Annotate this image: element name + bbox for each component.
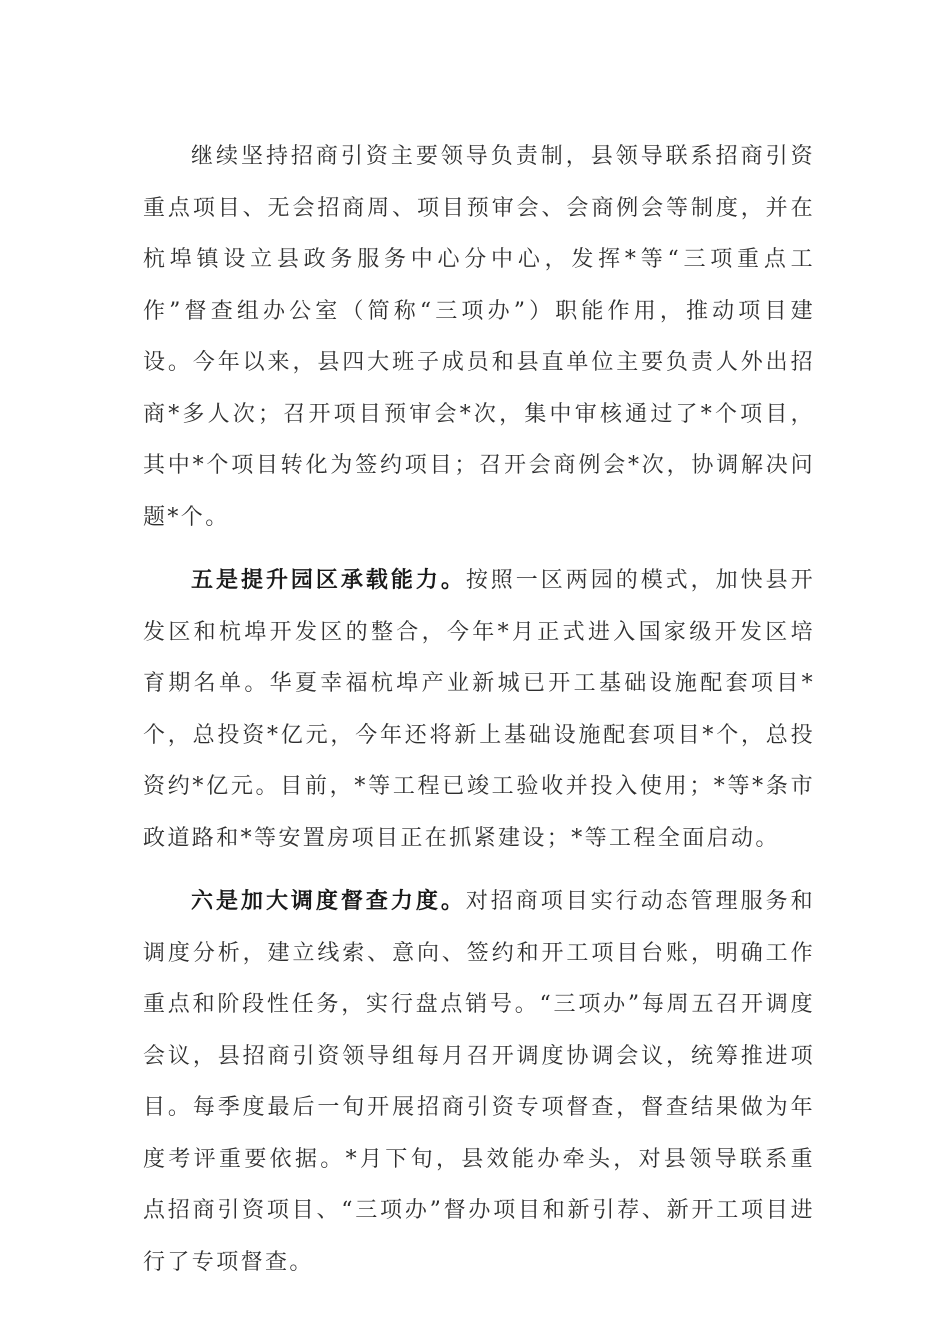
paragraph-1-text: 继续坚持招商引资主要领导负责制，县领导联系招商引资重点项目、无会招商周、项目预审会、会商例会等制度，并在杭埠镇设立县政务服务中心分中心，发挥*等“三项重点工作”督查组办公室（简称“三项办”）职能作用，推动项目建设。今年以来，县四大班子成员和县直单位主要负责人外出招商*多人次；召开项目预审会*次，集中审核通过了*个项目，其中*个项目转化为签约项目；召开会商例会*次，协调解决问题*个。	[143, 144, 815, 530]
paragraph-3-text: 对招商项目实行动态管理服务和调度分析，建立线索、意向、签约和开工项目台账，明确工作重点和阶段性任务，实行盘点销号。“三项办”每周五召开调度会议，县招商引资领导组每月召开调度协调会议，统筹推进项目。每季度最后一旬开展招商引资专项督查，督查结果做为年度考评重要依据。*月下旬，县效能办牵头，对县领导联系重点招商引资项目、“三项办”督办项目和新引荐、新开工项目进行了专项督查。	[143, 889, 815, 1275]
paragraph-2-text: 按照一区两园的模式，加快县开发区和杭埠开发区的整合，今年*月正式进入国家级开发区培育期名单。华夏幸福杭埠产业新城已开工基础设施配套项目*个，总投资*亿元，今年还将新上基础设施配套项目*个，总投资约*亿元。目前，*等工程已竣工验收并投入使用；*等*条市政道路和*等安置房项目正在抓紧建设；*等工程全面启动。	[143, 568, 815, 851]
document-body	[143, 131, 815, 1300]
paragraph-2-lead: 五是提升园区承载能力。	[191, 567, 466, 593]
paragraph-2	[143, 555, 815, 864]
paragraph-3-lead: 六是加大调度督查力度。	[191, 888, 466, 914]
paragraph-1	[143, 131, 815, 543]
paragraph-3	[143, 876, 815, 1288]
